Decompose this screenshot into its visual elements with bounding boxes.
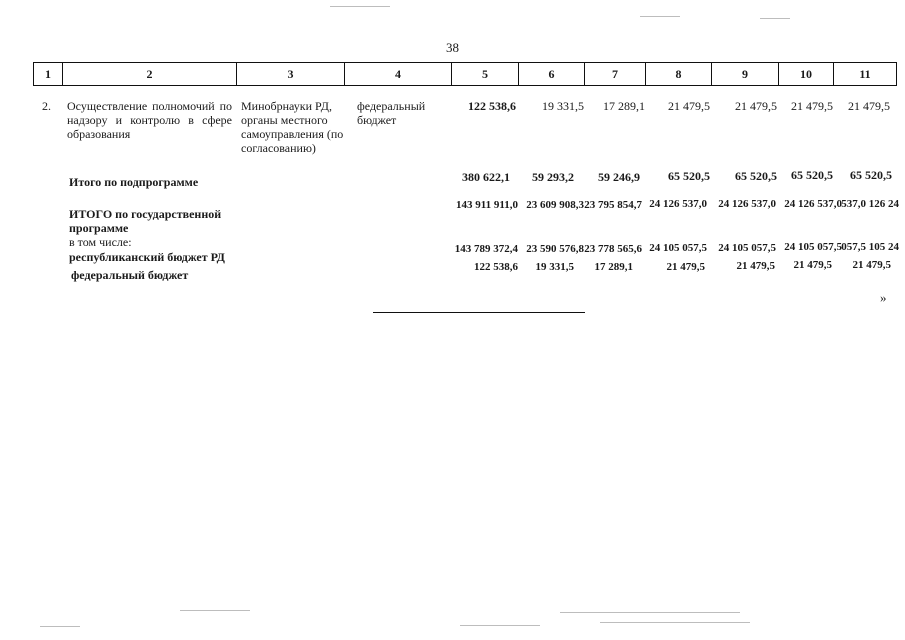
row-value-col9: 21 479,5 (735, 99, 777, 113)
row-value-col5: 122 538,6 (468, 99, 516, 113)
subtotal-value-col5: 380 622,1 (462, 170, 510, 184)
row-source: федеральный бюджет (357, 99, 426, 127)
subtotal-value-col11: 65 520,5 (850, 168, 892, 182)
federal-value-col7: 17 289,1 (594, 261, 633, 273)
republic-value-col11: 24 105 057,5 (841, 241, 899, 253)
grand-total-value-col9: 24 126 537,0 (718, 198, 776, 210)
federal-budget-label: федеральный бюджет (71, 268, 189, 282)
header-col-1: 1 (33, 62, 63, 86)
subtotal-value-col8: 65 520,5 (668, 169, 710, 183)
row-value-col11: 21 479,5 (848, 99, 890, 113)
republic-value-col9: 24 105 057,5 (718, 242, 776, 254)
republic-value-col8: 24 105 057,5 (649, 242, 707, 254)
end-divider-line (373, 312, 585, 313)
grand-total-label: ИТОГО по государственной программе (69, 207, 222, 235)
subtotal-label: Итого по подпрограмме (69, 175, 199, 189)
grand-total-value-col10: 24 126 537,0 (784, 198, 842, 210)
grand-total-value-col6: 23 609 908,3 (526, 199, 584, 211)
row-value-col7: 17 289,1 (603, 99, 645, 113)
header-col-7: 7 (584, 62, 646, 86)
row-value-col10: 21 479,5 (791, 99, 833, 113)
subtotal-value-col6: 59 293,2 (532, 170, 574, 184)
header-col-11: 11 (833, 62, 897, 86)
row-value-col6: 19 331,5 (542, 99, 584, 113)
row-index: 2. (42, 99, 51, 113)
republic-value-col5: 143 789 372,4 (454, 243, 518, 255)
republic-value-col7: 23 778 565,6 (584, 243, 642, 255)
federal-value-col5: 122 538,6 (474, 261, 518, 273)
closing-quote-mark: » (880, 290, 887, 305)
republic-budget-label: республиканский бюджет РД (69, 250, 225, 264)
federal-value-col9: 21 479,5 (736, 260, 775, 272)
including-label: в том числе: (69, 235, 132, 249)
republic-value-col6: 23 590 576,8 (526, 243, 584, 255)
header-col-2: 2 (62, 62, 237, 86)
header-col-4: 4 (344, 62, 452, 86)
header-col-8: 8 (645, 62, 712, 86)
grand-total-value-col5: 143 911 911,0 (455, 199, 518, 211)
header-col-6: 6 (518, 62, 585, 86)
subtotal-value-col7: 59 246,9 (598, 170, 640, 184)
row-name: Осуществление полномочий по надзору и контролю в сфере образования (67, 99, 232, 141)
grand-total-value-col8: 24 126 537,0 (649, 198, 707, 210)
row-executor: Минобрнауки РД, органы местного самоуправления (по согласованию) (241, 99, 344, 155)
republic-value-col10: 24 105 057,5 (784, 241, 842, 253)
federal-value-col10: 21 479,5 (793, 259, 832, 271)
header-col-5: 5 (451, 62, 519, 86)
federal-value-col6: 19 331,5 (535, 261, 574, 273)
subtotal-value-col9: 65 520,5 (735, 169, 777, 183)
page-number: 38 (446, 40, 459, 55)
grand-total-value-col11: 24 126 537,0 (841, 198, 899, 210)
header-col-10: 10 (778, 62, 834, 86)
header-col-3: 3 (236, 62, 345, 86)
federal-value-col8: 21 479,5 (666, 261, 705, 273)
subtotal-value-col10: 65 520,5 (791, 168, 833, 182)
federal-value-col11: 21 479,5 (852, 259, 891, 271)
header-col-9: 9 (711, 62, 779, 86)
row-value-col8: 21 479,5 (668, 99, 710, 113)
grand-total-value-col7: 23 795 854,7 (584, 199, 642, 211)
